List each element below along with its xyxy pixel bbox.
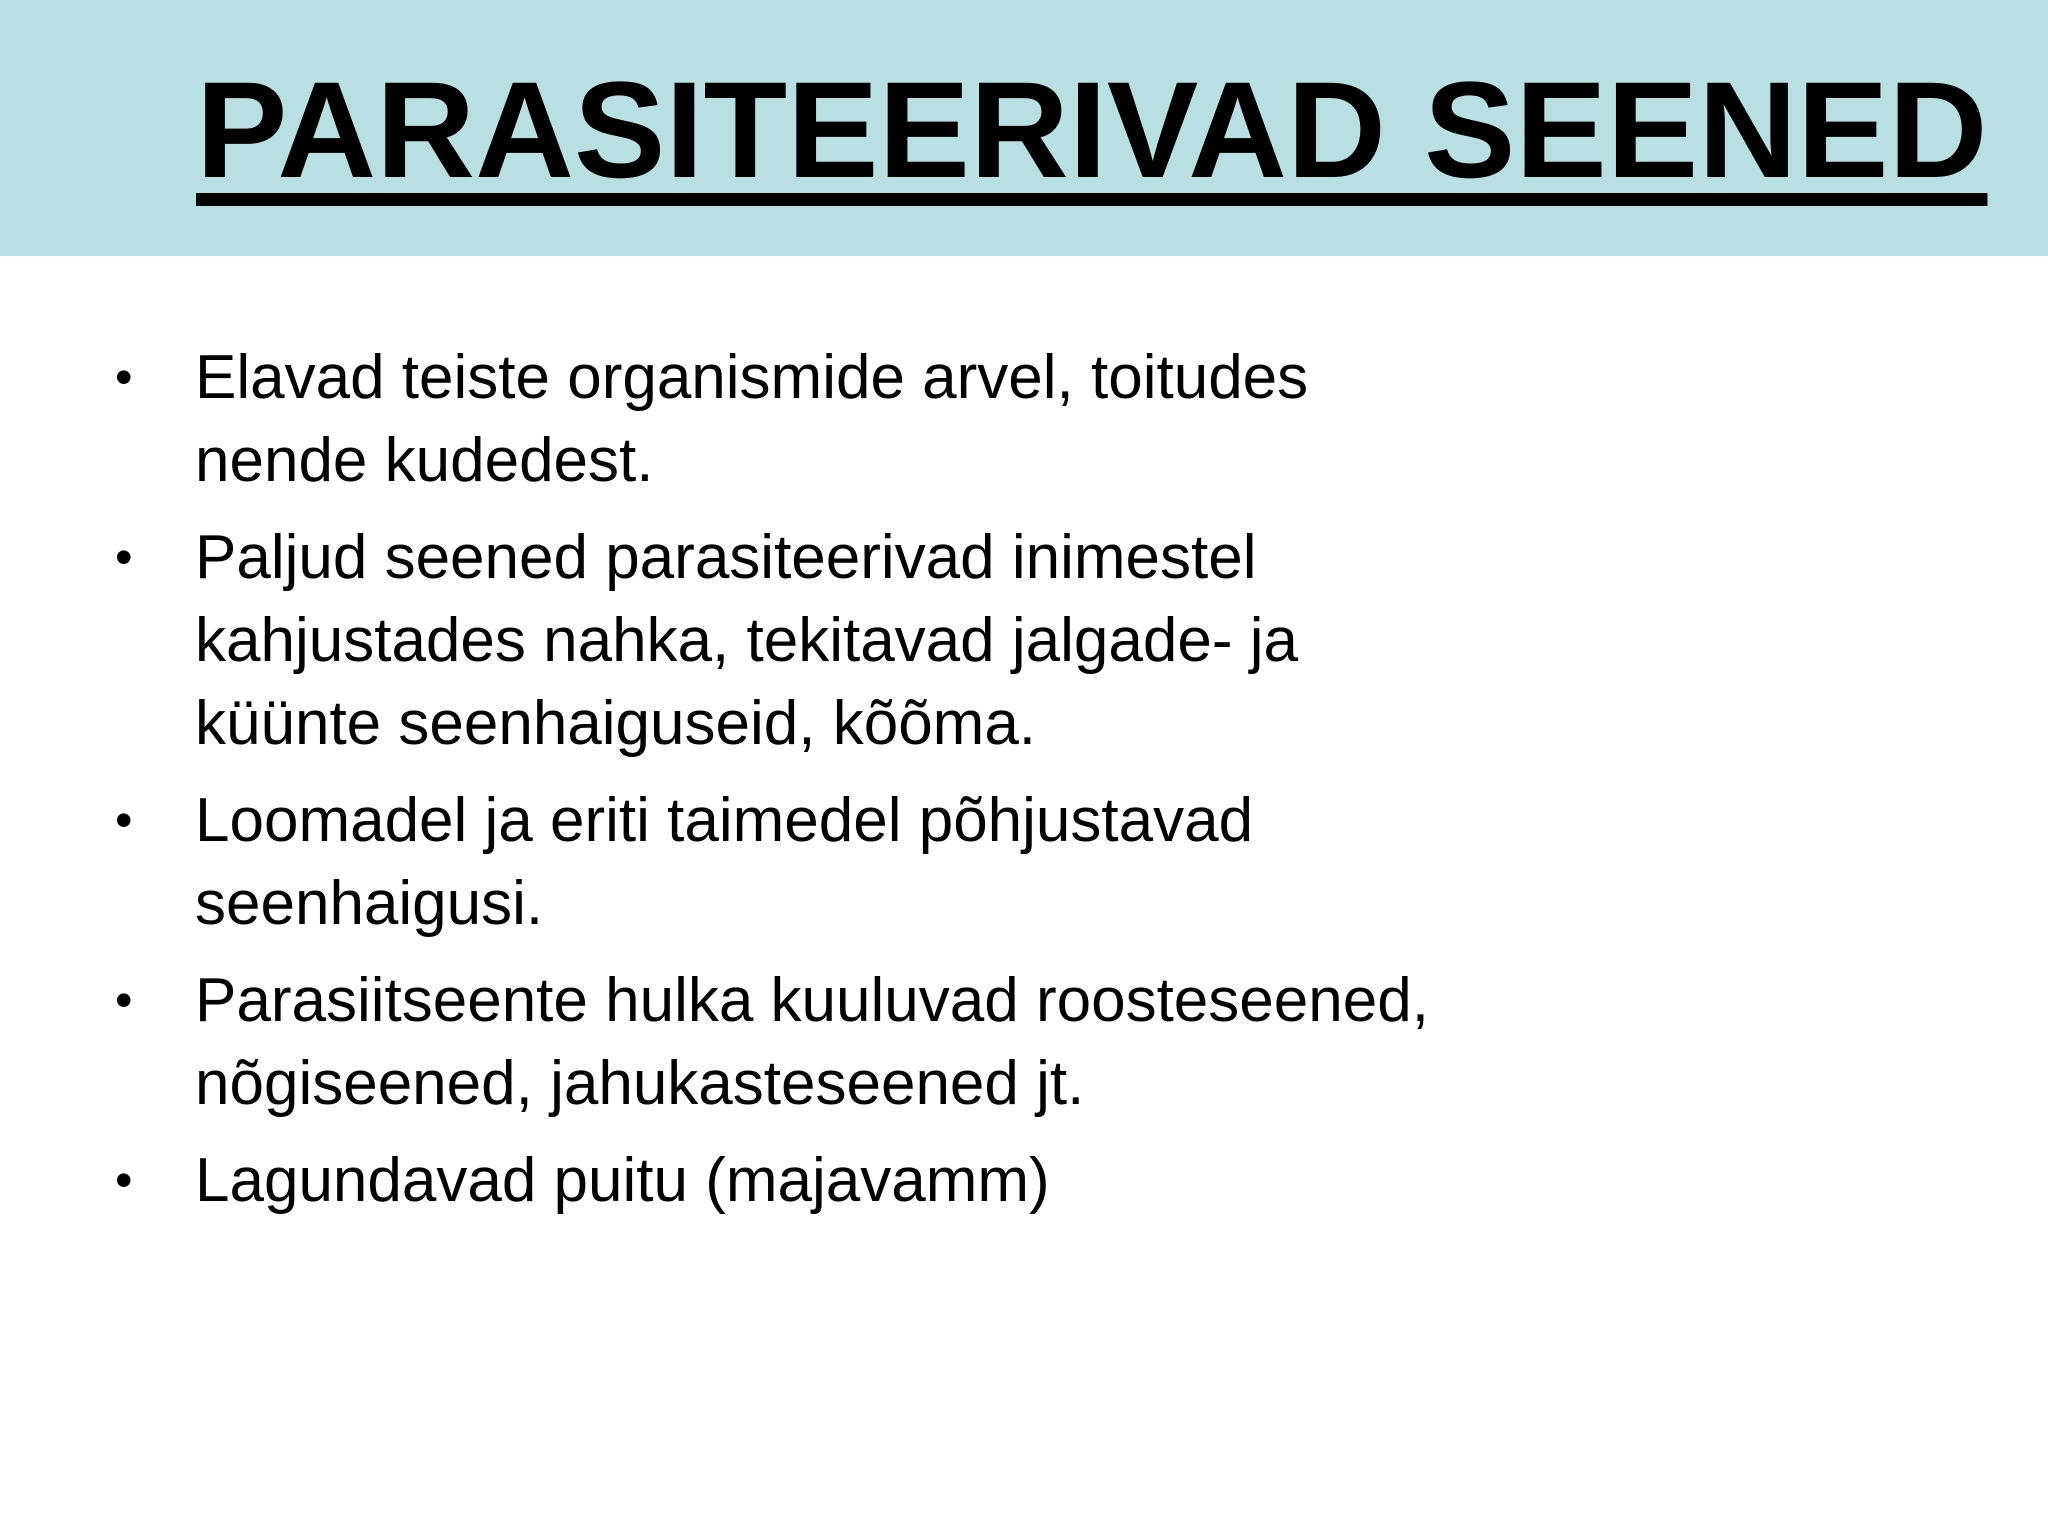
bullet-2-line-1: Paljud seened parasiteerivad inimestel [195,523,1257,592]
bullet-item-3 [0,779,1700,945]
bullet-5-line-1: Lagundavad puitu (majavamm) [195,1146,1050,1215]
bullet-item-2 [0,516,1700,765]
bullet-item-5 [0,1139,1700,1222]
bullet-2-line-2: kahjustades nahka, tekitavad jalgade- ja [195,606,1298,675]
title-band [0,0,2048,256]
slide-title: PARASITEERIVAD SEENED [196,54,1988,207]
bullet-marker: • [115,349,133,405]
bullet-4-line-1: Parasiitseente hulka kuuluvad roosteseened, [195,966,1429,1035]
bullet-4-line-2: nõgiseened, jahukasteseened jt. [195,1049,1085,1118]
bullet-3-line-2: seenhaigusi. [195,869,544,938]
bullet-1-line-2: nende kudedest. [195,426,654,495]
bullet-3-line-1: Loomadel ja eriti taimedel põhjustavad [195,786,1254,855]
bullet-1-line-1: Elavad teiste organismide arvel, toitudes [195,343,1309,412]
bullet-item-4 [0,959,1700,1125]
bullet-2-line-3: küünte seenhaiguseid, kõõma. [195,689,1037,758]
bullet-list [0,336,1700,1236]
bullet-marker: • [115,1152,133,1208]
bullet-marker: • [115,792,133,848]
bullet-marker: • [115,529,133,585]
bullet-item-1 [0,336,1700,502]
bullet-marker: • [115,972,133,1028]
